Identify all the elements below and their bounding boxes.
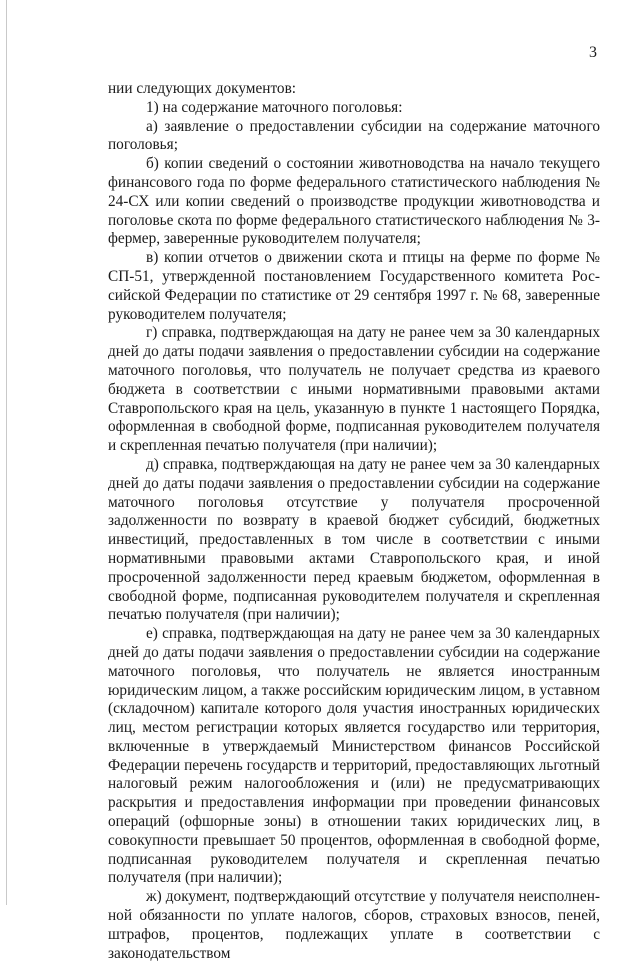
paragraph-item-e: е) справка, подтверждающая на дату не ранее чем за 30 календарных дней до даты подачи заявления о предоставлении субсидии на содержание маточного поголовья, что получатель не является иностранным юридическим лицом, а также российским юридическим лицом, в уставном (складочном) капитале которого доля участия иностранных юридических лиц, местом регистрации которых является государство или территория, включенные в утверждаемый Министерством финансов Российской Федерации перечень государств и территорий, предоставляющих льготный налоговый режим налогообложения и (или) не предусматривающих раскрытия и предоставления информации при проведении финансовых операций (офшорные зоны) в отношении таких юридических лиц, в совокупности превышает 50 процентов, оформленная в свободной форме, подписанная руководителем получателя и скрепленная печатью получателя (при наличии);	[108, 625, 600, 887]
paragraph-item-g: г) справка, подтверждающая на дату не ранее чем за 30 календарных дней до даты подачи заявления о предоставлении субсидии на содержание маточного поголовья, что получатель не получает средства из краевого бюджета в соответствии с иными нормативными правовыми актами Ставропольского края на цель, указанную в пункте 1 настоящего Порядка, оформленная в свободной форме, подписанная руководителем получателя и скрепленная печатью получателя (при наличии);	[108, 324, 600, 455]
paragraph-intro-continuation: нии следующих документов:	[108, 80, 297, 97]
paragraph-item-a: а) заявление о предоставлении субсидии на содержание маточного поголовья;	[108, 117, 600, 154]
paragraph-item-v: в) копии отчетов о движении скота и птицы на ферме по форме № СП-51, утвержденной постановлением Государственного комитета Российской Федерации по статистике от 29 сентября 1997 г. № 68, заверенные руководителем получателя;	[108, 249, 600, 323]
page-number: 3	[589, 44, 597, 61]
paragraph-item-b: б) копии сведений о состоянии животноводства на начало текущего финансового года по форме федерального статистического наблюдения № 24-СХ или копии сведений о производстве продукции животноводства и поголовье скота по форме федерального статистического наблюдения № 3-фермер, заверенные руководителем получателя;	[108, 155, 600, 248]
document-body	[108, 80, 600, 963]
paragraph-item-1-heading: 1) на содержание маточного поголовья:	[146, 98, 403, 116]
paragraph-item-zh: ж) документ, подтверждающий отсутствие у получателя неисполненной обязанности по уплате налогов, сборов, страховых взносов, пеней, штрафов, процентов, подлежащих уплате в соответствии с законодательством	[108, 888, 600, 962]
page-edge-line	[6, 0, 7, 905]
paragraph-item-d: д) справка, подтверждающая на дату не ранее чем за 30 календарных дней до даты подачи заявления о предоставлении субсидии на содержание маточного поголовья отсутствие у получателя просроченной задолженности по возврату в краевой бюджет субсидий, бюджетных инвестиций, предоставленных в том числе в соответствии с иными нормативными правовыми актами Ставропольского края, и иной просроченной задолженности перед краевым бюджетом, оформленная в свободной форме, подписанная руководителем получателя и скрепленная печатью получателя (при наличии);	[108, 455, 600, 624]
